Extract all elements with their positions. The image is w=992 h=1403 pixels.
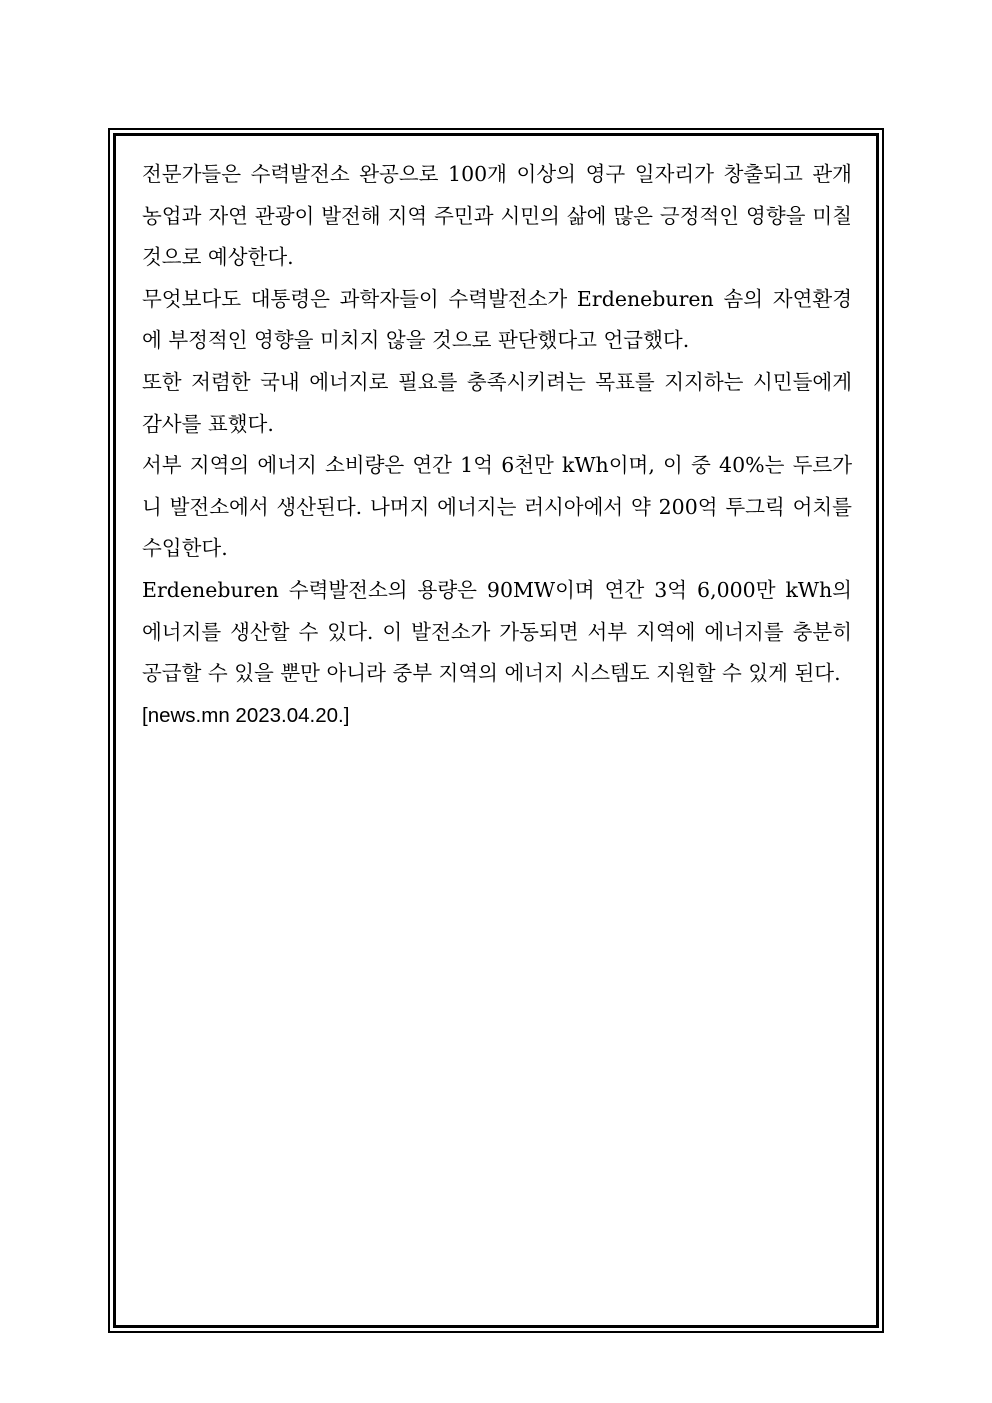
source-citation: [news.mn 2023.04.20.]	[142, 703, 350, 727]
paragraph-president-statement: 무엇보다도 대통령은 과학자들이 수력발전소가 Erdeneburen 솜의 자연환경에 부정적인 영향을 미치지 않을 것으로 판단했다고 언급했다.	[142, 286, 852, 353]
paragraph-western-consumption: 서부 지역의 에너지 소비량은 연간 1억 6천만 kWh이며, 이 중 40%는 두르가니 발전소에서 생산된다. 나머지 에너지는 러시아에서 약 200억 투그릭 어치를 수입한다.	[142, 453, 852, 561]
paragraph-employment-impact: 전문가들은 수력발전소 완공으로 100개 이상의 영구 일자리가 창출되고 관개 농업과 자연 관광이 발전해 지역 주민과 시민의 삶에 많은 긍정적인 영향을 미칠 것으로 예상한다.	[142, 162, 852, 270]
paragraph-plant-capacity: Erdeneburen 수력발전소의 용량은 90MW이며 연간 3억 6,000만 kWh의 에너지를 생산할 수 있다. 이 발전소가 가동되면 서부 지역에 에너지를 충분히 공급할 수 있을 뿐만 아니라 중부 지역의 에너지 시스템도 지원할 수 있게 된다.	[142, 577, 852, 686]
paragraph-citizen-thanks: 또한 저렴한 국내 에너지로 필요를 충족시키려는 목표를 지지하는 시민들에게 감사를 표했다.	[142, 369, 852, 436]
article-body	[142, 154, 852, 736]
